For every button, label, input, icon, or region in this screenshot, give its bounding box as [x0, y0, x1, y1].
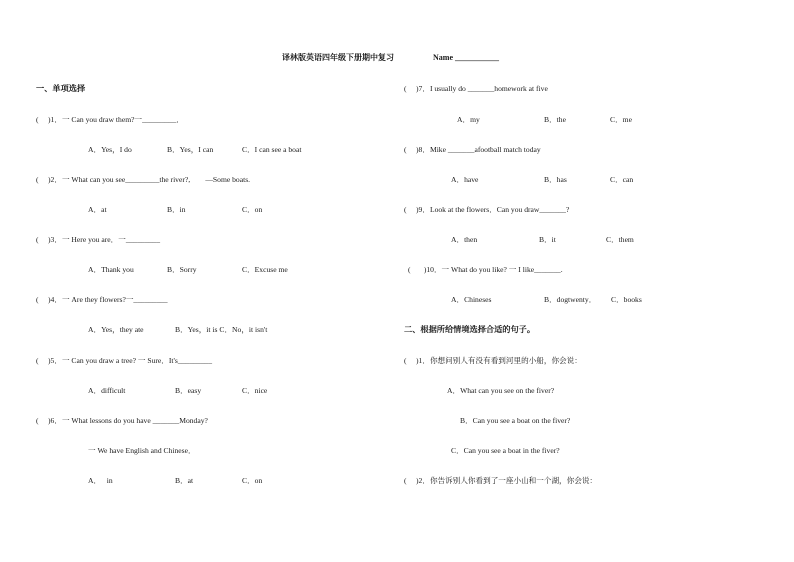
option-a: A．have [451, 175, 479, 184]
option-b: B．easy [175, 386, 202, 395]
option-b: B．Sorry [167, 265, 197, 274]
option-a: A． in [88, 476, 113, 485]
question-stem: ( )10．一 What do you like? 一 I like_______. [408, 265, 563, 274]
option-c: C．on [242, 476, 263, 485]
question-stem: ( )4．一 Are they flowers?一_________ [36, 295, 168, 304]
option-b: B．has [544, 175, 567, 184]
option-b: B．Yes，I can [167, 145, 214, 154]
option-c: C．me [610, 115, 632, 124]
option-a: A．then [451, 235, 478, 244]
option-b: B．it [539, 235, 556, 244]
section-heading-single-choice: 一、单项选择 [36, 84, 86, 93]
option-b: B．Can you see a boat on the fiver? [460, 416, 571, 425]
option-b: B．dogtwenty． [544, 295, 597, 304]
question-stem: ( )1．你想问别人有没有看到河里的小船，你会说： [404, 356, 582, 365]
option-c: C．Can you see a boat in the fiver? [451, 446, 560, 455]
option-c: C．can [610, 175, 634, 184]
option-a: A．Yes，I do [88, 145, 132, 154]
option-a: A．Thank you [88, 265, 134, 274]
option-b: B．in [167, 205, 186, 214]
option-c: C．nice [242, 386, 268, 395]
option-a: A．Chineses [451, 295, 492, 304]
name-field: Name ___________ [433, 53, 499, 62]
question-stem: ( )8．Mike _______afootball match today [404, 145, 541, 154]
option-c: C．I can see a boat [242, 145, 302, 154]
option-a: A．at [88, 205, 107, 214]
question-stem: ( )1．一 Can you draw them?一_________． [36, 115, 184, 124]
reply-line: 一 We have English and Chinese． [88, 446, 196, 455]
option-a: A．What can you see on the fiver? [447, 386, 555, 395]
question-stem: ( )3．一 Here you are．一_________ [36, 235, 161, 244]
option-a: A．my [457, 115, 480, 124]
option-a: A．difficult [88, 386, 126, 395]
page-title: 译林版英语四年级下册期中复习 [282, 53, 394, 62]
option-b-c: B．Yes，it is C．No，it isn't [175, 325, 268, 334]
section-heading-situations: 二、根据所给情境选择合适的句子。 [404, 325, 536, 334]
question-stem: ( )7．I usually do _______homework at five [404, 84, 548, 93]
question-stem: ( )2．你告诉别人你看到了一座小山和一个湖，你会说： [404, 476, 598, 485]
option-c: C．books [611, 295, 642, 304]
question-stem: ( )6．一 What lessons do you have _______Monday? [36, 416, 208, 425]
question-stem: ( )9．Look at the flowers．Can you draw_______? [404, 205, 570, 214]
option-c: C．Excuse me [242, 265, 288, 274]
option-b: B．the [544, 115, 566, 124]
option-a: A．Yes，they ate [88, 325, 144, 334]
option-b: B．at [175, 476, 194, 485]
question-stem: ( )5．一 Can you draw a tree? 一 Sure．It's_________ [36, 356, 212, 365]
question-stem: ( )2．一 What can you see_________the river?, —Some boats. [36, 175, 251, 184]
option-c: C．them [606, 235, 634, 244]
option-c: C．on [242, 205, 263, 214]
